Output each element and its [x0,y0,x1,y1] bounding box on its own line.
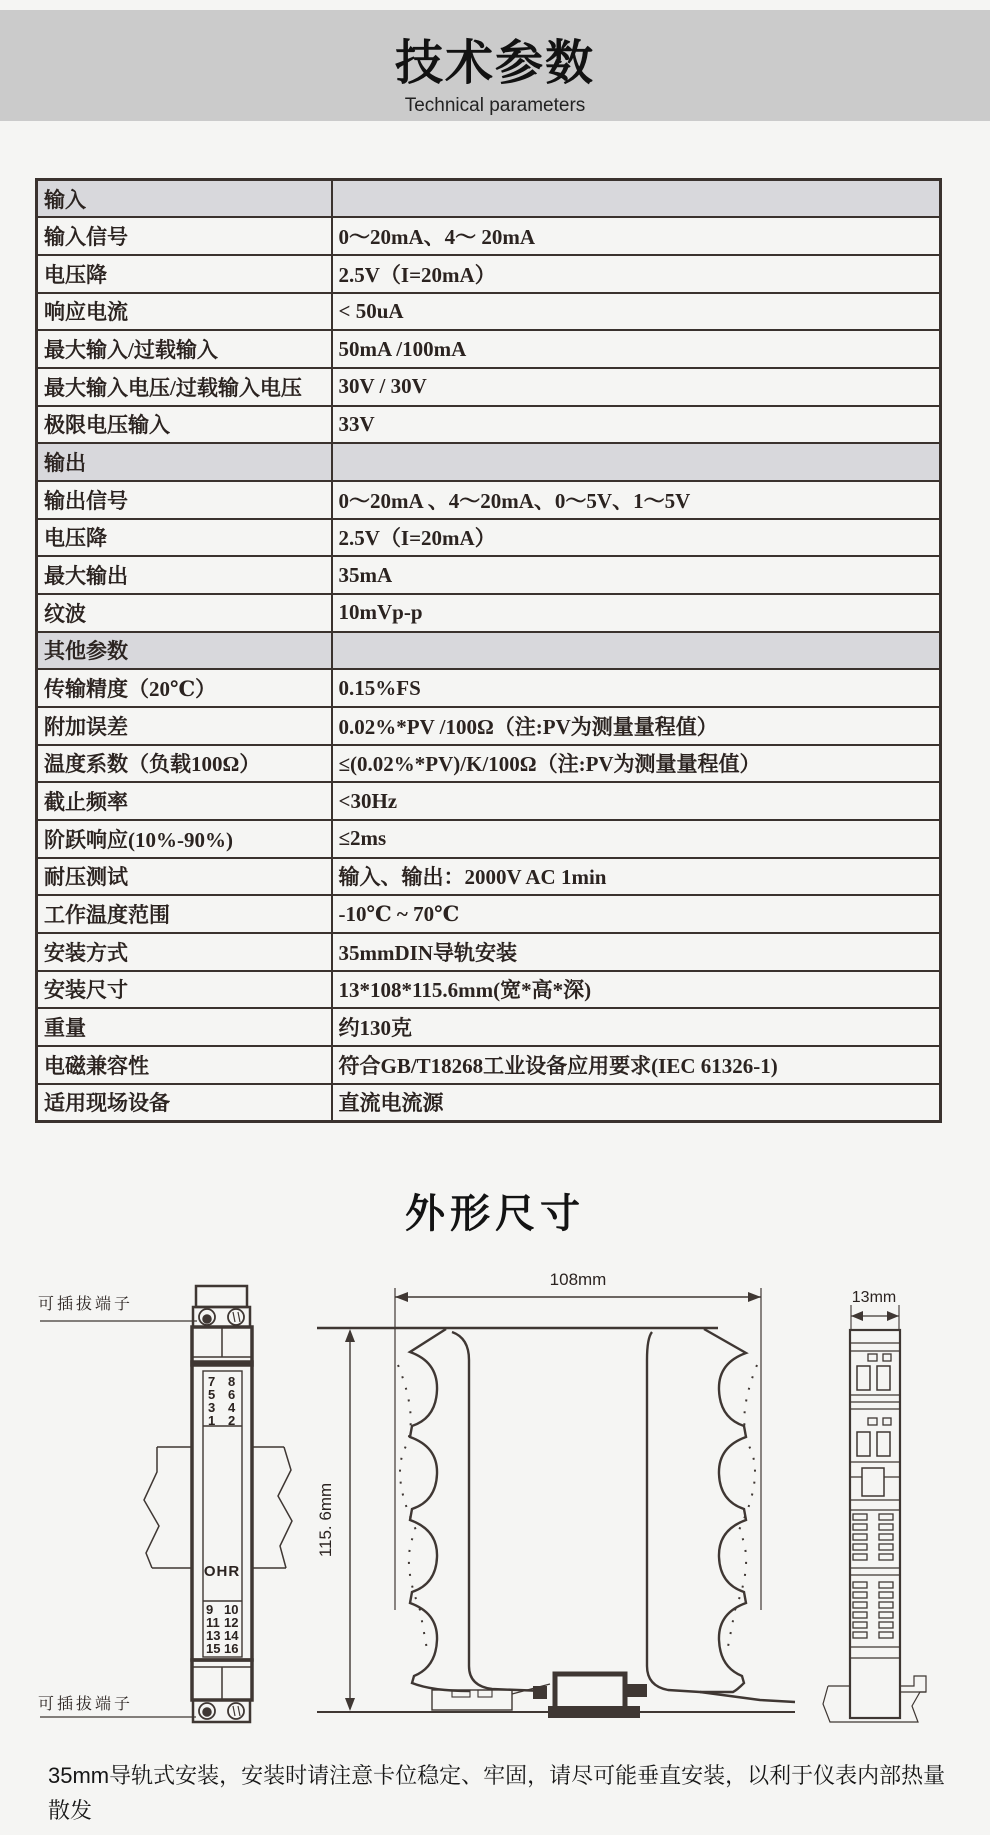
row-value: 符合GB/T18268工业设备应用要求(IEC 61326-1) [332,1046,941,1084]
row-value: 0～20mA、4～ 20mA [332,217,941,255]
terminal-number: 15 [206,1641,221,1656]
table-row [37,1084,941,1122]
row-value: 33V [332,406,941,444]
section-row [37,180,941,218]
row-label: 安装方式 [37,933,332,971]
table-row [37,406,941,444]
end-view-module [850,1330,900,1718]
row-label: 最大输入电压/过载输入电压 [37,368,332,406]
table-row [37,481,941,519]
end-view-drawing [823,1289,926,1722]
front-view-drawing [38,1286,292,1722]
dimension-drawings [0,1245,990,1750]
row-value: 直流电流源 [332,1084,941,1122]
row-value: 约130克 [332,1008,941,1046]
row-value: 2.5V（I=20mA） [332,255,941,293]
row-value: 0.02%*PV /100Ω（注:PV为测量量程值） [332,707,941,745]
row-label: 最大输出 [37,556,332,594]
page-subtitle: Technical parameters [404,95,586,116]
row-label: 安装尺寸 [37,971,332,1009]
terminal-number: 8 [228,1374,236,1389]
brand-label: OHR [203,1563,241,1580]
dimension-drawings-svg [0,1245,990,1750]
table-row [37,782,941,820]
row-label: 阶跃响应(10%-90%) [37,820,332,858]
row-value: 50mA /100mA [332,330,941,368]
row-label: 截止频率 [37,782,332,820]
table-row [37,669,941,707]
dim-108mm [395,1270,761,1610]
row-value: 0.15%FS [332,669,941,707]
end-view-rail [823,1676,926,1722]
row-value: 10mVp-p [332,594,941,632]
row-value: <30Hz [332,782,941,820]
row-value: ≤2ms [332,820,941,858]
row-value [332,632,941,670]
row-label: 输出信号 [37,481,332,519]
pluggable-terminal-callouts [38,1294,197,1717]
row-value: -10℃ ~ 70℃ [332,895,941,933]
dim-108mm-label: 108mm [549,1270,607,1289]
table-row [37,594,941,632]
terminal-number: 5 [208,1387,216,1402]
table-row [37,217,941,255]
terminal-number: 14 [224,1628,239,1643]
spec-table-body [37,180,941,1122]
table-row [37,1046,941,1084]
vent-slats [853,1582,893,1638]
row-value: 35mA [332,556,941,594]
row-value: 30V / 30V [332,368,941,406]
terminal-number: 9 [206,1602,214,1617]
table-row [37,933,941,971]
terminal-number: 2 [228,1413,236,1428]
row-label: 极限电压输入 [37,406,332,444]
din-rail [144,1447,292,1568]
row-label: 输入 [37,180,332,218]
table-row [37,1008,941,1046]
table-row [37,368,941,406]
table-row [37,858,941,896]
row-label: 输入信号 [37,217,332,255]
row-label: 附加误差 [37,707,332,745]
table-row [37,707,941,745]
row-label: 适用现场设备 [37,1084,332,1122]
terminal-number: 4 [228,1400,236,1415]
dim-13mm [851,1289,899,1331]
terminal-number: 16 [224,1641,239,1656]
table-row [37,971,941,1009]
table-row [37,556,941,594]
row-label: 纹波 [37,594,332,632]
terminal-number: 10 [224,1602,239,1617]
row-value: 13*108*115.6mm(宽*高*深) [332,971,941,1009]
pluggable-terminal-label-top: 可插拔端子 [38,1296,134,1313]
terminal-numbers-bottom [206,1602,239,1656]
section-row [37,632,941,670]
row-value: < 50uA [332,293,941,331]
row-value: 35mmDIN导轨安装 [332,933,941,971]
vent-slats [853,1514,893,1560]
row-value: 0～20mA 、4～20mA、0～5V、1～5V [332,481,941,519]
row-value: 输入、输出：2000V AC 1min [332,858,941,896]
screw-terminal-bottom [199,1703,244,1719]
table-row [37,820,941,858]
terminal-numbers-top [208,1374,236,1428]
table-row [37,293,941,331]
terminal-number: 1 [208,1413,216,1428]
table-row [37,255,941,293]
row-label: 传输精度（20℃） [37,669,332,707]
row-label: 工作温度范围 [37,895,332,933]
row-value: ≤(0.02%*PV)/K/100Ω（注:PV为测量量程值） [332,745,941,783]
row-label: 响应电流 [37,293,332,331]
terminal-number: 3 [208,1400,216,1415]
row-value [332,443,941,481]
row-label: 电压降 [37,519,332,557]
row-label: 电压降 [37,255,332,293]
dim-115-6mm-label: 115. 6mm [316,1482,335,1558]
mounting-note: 35mm导轨式安装，安装时请注意卡位稳定、牢固，请尽可能垂直安装，以利于仪表内部热量散发 [48,1763,946,1823]
row-label: 输出 [37,443,332,481]
row-label: 其他参数 [37,632,332,670]
terminal-number: 12 [224,1615,239,1630]
table-row [37,519,941,557]
spec-table [35,178,942,1123]
title-band [0,10,990,121]
pluggable-terminal-label-bottom: 可插拔端子 [38,1696,134,1713]
row-label: 温度系数（负载100Ω） [37,745,332,783]
terminal-number: 13 [206,1628,221,1643]
row-label: 最大输入/过载输入 [37,330,332,368]
row-label: 电磁兼容性 [37,1046,332,1084]
table-row [37,330,941,368]
row-label: 重量 [37,1008,332,1046]
dimensions-title: 外形尺寸 [405,1192,585,1236]
row-value [332,180,941,218]
terminal-number: 7 [208,1374,216,1389]
row-label: 耐压测试 [37,858,332,896]
dim-13mm-label: 13mm [851,1289,897,1306]
table-row [37,745,941,783]
row-value: 2.5V（I=20mA） [332,519,941,557]
terminal-number: 6 [228,1387,236,1402]
side-view-module [317,1328,795,1712]
front-view-module [192,1286,252,1722]
dim-115-6mm [316,1329,355,1711]
side-view-drawing [316,1270,795,1718]
terminal-number: 11 [206,1615,220,1630]
section-row [37,443,941,481]
table-row [37,895,941,933]
page-title: 技术参数 [394,37,595,90]
screw-terminal-top [199,1309,244,1325]
